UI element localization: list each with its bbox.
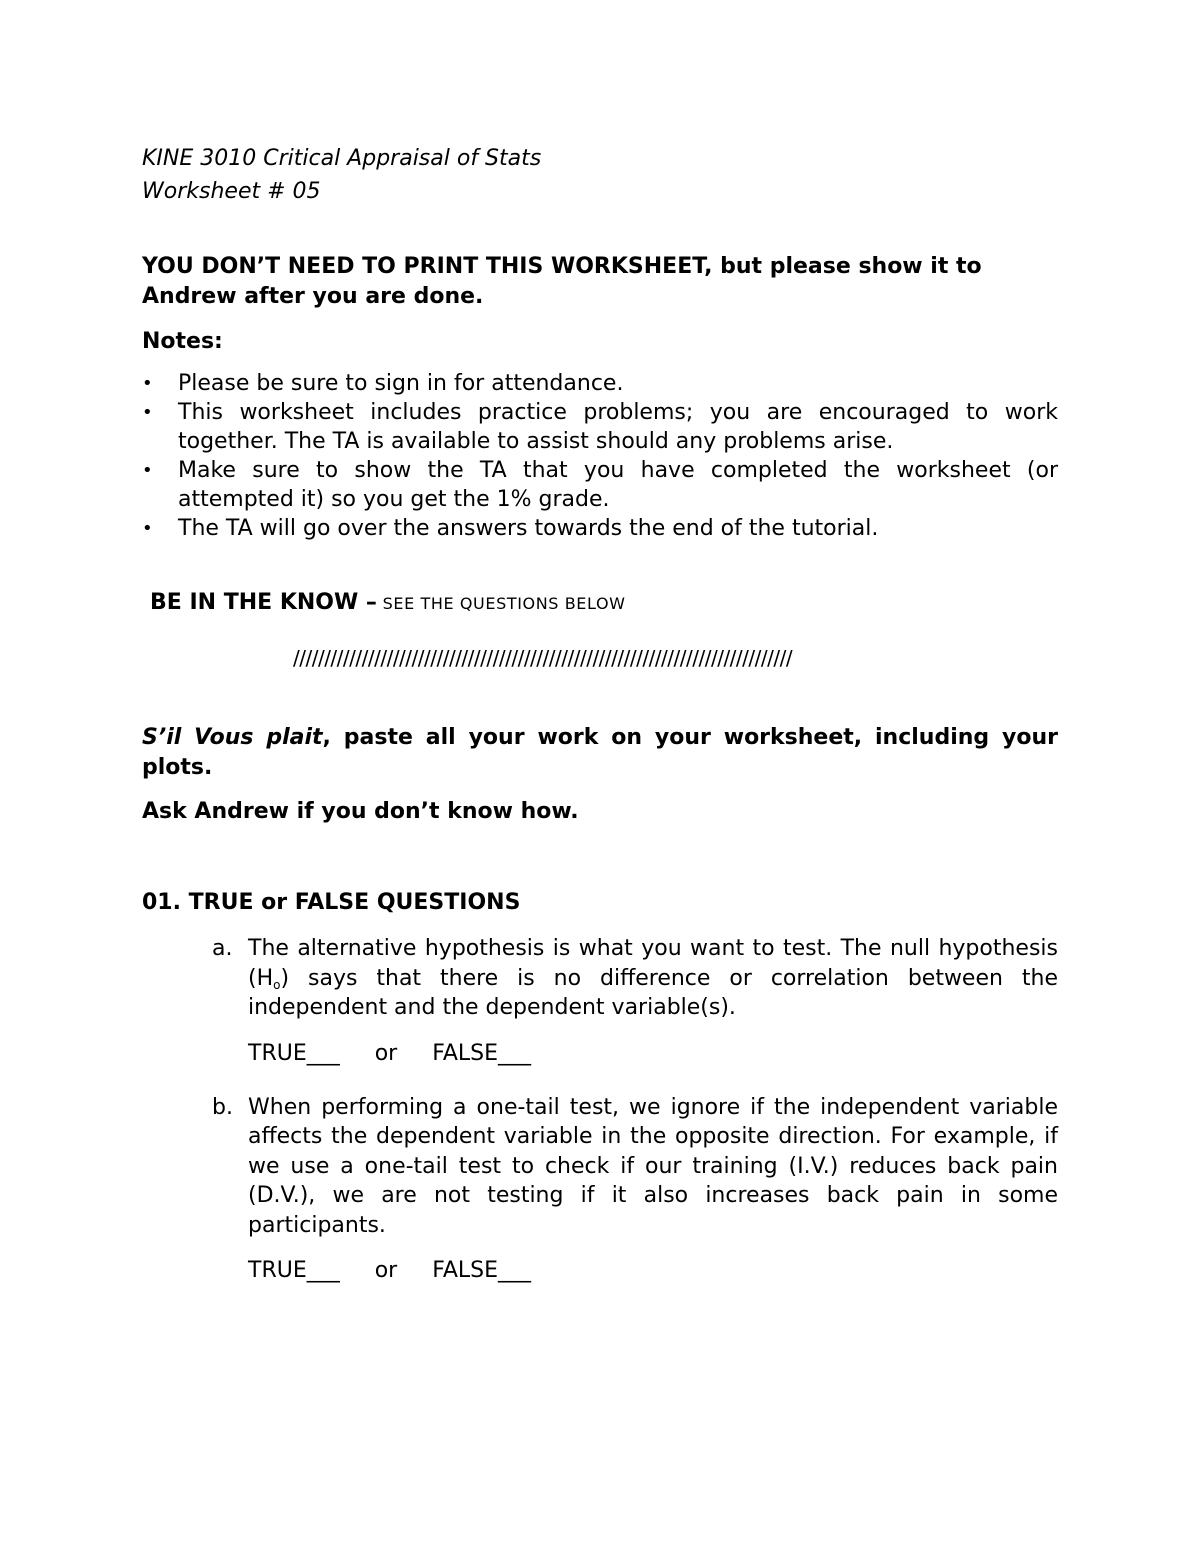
false-option: FALSE___ [432, 1040, 531, 1066]
bullet-icon: • [142, 460, 153, 481]
list-item [142, 398, 1058, 456]
true-option: TRUE___ [248, 1040, 340, 1066]
know-heading: BE IN THE KNOW – [150, 590, 377, 615]
bullet-icon: • [142, 518, 153, 539]
please-rest: , paste all your work on your worksheet, including your plots. [142, 725, 1059, 780]
subscript: o [273, 977, 281, 992]
list-item [142, 514, 1058, 543]
question-b [212, 1093, 1058, 1241]
worksheet-page [142, 142, 1058, 1286]
question-text: When performing a one-tail test, we ignore if the independent variable affects the dependent variable in the opposite direction. For example, if we use a one-tail test to check if our training (I.V.) reduces back pain (D.V.), we are not testing if it also increases back pain in some participants. [248, 1094, 1058, 1238]
slash-divider: //////////////////////////////////////////////////////////////////////////////// [293, 646, 793, 670]
notes-heading: Notes: [142, 329, 223, 354]
course-title: KINE 3010 Critical Appraisal of Stats [142, 146, 542, 171]
know-subtext: SEE THE QUESTIONS BELOW [376, 594, 626, 613]
false-option: FALSE___ [432, 1258, 531, 1283]
note-text: Please be sure to sign in for attendance. [178, 371, 624, 396]
question-a [212, 934, 1058, 1023]
print-notice: YOU DON’T NEED TO PRINT THIS WORKSHEET, but please show it to Andrew after you are done. [142, 254, 982, 309]
true-false-answer-a [248, 1039, 1058, 1069]
question-letter: b. [212, 1094, 233, 1120]
question-text-cont: ) says that there is no difference or correlation between the independent and the dependent variable(s). [248, 965, 1058, 1020]
ask-instruction: Ask Andrew if you don’t know how. [142, 799, 579, 824]
or-label: or [374, 1258, 398, 1283]
be-in-the-know [150, 588, 1058, 619]
question-text: The alternative hypothesis is what you want to test. The null hypothesis (H [248, 936, 1058, 991]
note-text: The TA will go over the answers towards the end of the tutorial. [178, 516, 879, 541]
list-item [142, 369, 1058, 398]
true-false-answer-b [248, 1256, 1058, 1286]
bullet-icon: • [142, 402, 153, 423]
section-title: 01. TRUE or FALSE QUESTIONS [142, 890, 521, 915]
question-letter: a. [212, 936, 233, 961]
please-italic: S’il Vous plait [142, 725, 323, 750]
bullet-icon: • [142, 373, 153, 394]
paste-instruction [142, 723, 1058, 783]
or-label: or [374, 1040, 398, 1066]
worksheet-label: Worksheet # 05 [142, 179, 321, 204]
note-text: Make sure to show the TA that you have completed the worksheet (or attempted it) so you get the 1% grade. [178, 458, 1058, 512]
note-text: This worksheet includes practice problems; you are encouraged to work together. The TA is available to assist should any problems arise. [178, 400, 1058, 454]
list-item [142, 456, 1058, 514]
true-option: TRUE___ [248, 1258, 340, 1283]
notes-list [142, 369, 1058, 543]
